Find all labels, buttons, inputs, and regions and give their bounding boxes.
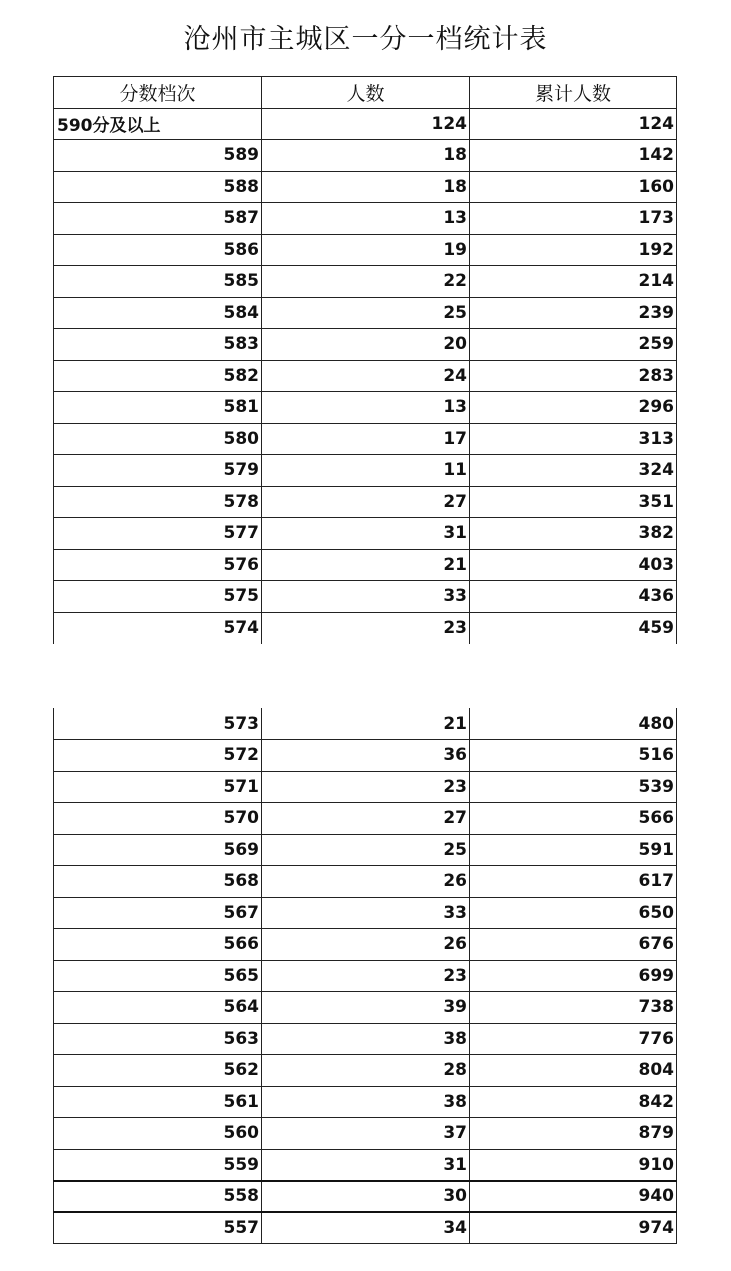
score-cell: 575 (54, 581, 262, 613)
table-row (54, 771, 677, 803)
cumulative-cell: 403 (470, 549, 677, 581)
table-row (54, 234, 677, 266)
table-row (54, 423, 677, 455)
cumulative-cell: 239 (470, 297, 677, 329)
count-cell: 25 (262, 297, 470, 329)
score-cell: 567 (54, 897, 262, 929)
count-cell: 38 (262, 1086, 470, 1118)
count-cell: 23 (262, 960, 470, 992)
cumulative-cell: 124 (470, 108, 677, 140)
table-row (54, 866, 677, 898)
cumulative-cell: 296 (470, 392, 677, 424)
cumulative-cell: 591 (470, 834, 677, 866)
count-cell: 23 (262, 612, 470, 644)
cumulative-cell: 804 (470, 1055, 677, 1087)
count-cell: 11 (262, 455, 470, 487)
count-cell: 36 (262, 740, 470, 772)
header-score: 分数档次 (54, 77, 262, 109)
cumulative-cell: 940 (470, 1181, 677, 1213)
cumulative-cell: 539 (470, 771, 677, 803)
table-row (54, 171, 677, 203)
count-cell: 38 (262, 1023, 470, 1055)
table-row (54, 708, 677, 740)
table-row (54, 897, 677, 929)
count-cell: 33 (262, 581, 470, 613)
cumulative-cell: 173 (470, 203, 677, 235)
cumulative-cell: 617 (470, 866, 677, 898)
table-row (54, 834, 677, 866)
cumulative-cell: 142 (470, 140, 677, 172)
table-row (54, 392, 677, 424)
count-cell: 30 (262, 1181, 470, 1213)
score-table-part-2 (53, 708, 677, 1244)
table-row (54, 740, 677, 772)
score-cell: 561 (54, 1086, 262, 1118)
page-title: 沧州市主城区一分一档统计表 (183, 24, 548, 55)
cumulative-cell: 324 (470, 455, 677, 487)
table-row (54, 1118, 677, 1150)
count-cell: 19 (262, 234, 470, 266)
score-cell: 570 (54, 803, 262, 835)
table-row (54, 1086, 677, 1118)
cumulative-cell: 974 (470, 1212, 677, 1244)
header-cumulative: 累计人数 (470, 77, 677, 109)
cumulative-cell: 459 (470, 612, 677, 644)
table-row (54, 266, 677, 298)
count-cell: 27 (262, 486, 470, 518)
score-cell: 564 (54, 992, 262, 1024)
score-cell: 576 (54, 549, 262, 581)
score-cell: 580 (54, 423, 262, 455)
table-row (54, 140, 677, 172)
count-cell: 17 (262, 423, 470, 455)
score-cell: 588 (54, 171, 262, 203)
cumulative-cell: 259 (470, 329, 677, 361)
score-cell: 589 (54, 140, 262, 172)
cumulative-cell: 351 (470, 486, 677, 518)
cumulative-cell: 382 (470, 518, 677, 550)
table-row (54, 549, 677, 581)
cumulative-cell: 566 (470, 803, 677, 835)
table-row (54, 1212, 677, 1244)
table-row (54, 518, 677, 550)
count-cell: 18 (262, 140, 470, 172)
cumulative-cell: 650 (470, 897, 677, 929)
score-cell: 560 (54, 1118, 262, 1150)
cumulative-cell: 160 (470, 171, 677, 203)
score-cell: 566 (54, 929, 262, 961)
score-cell: 558 (54, 1181, 262, 1213)
score-cell: 571 (54, 771, 262, 803)
score-cell: 573 (54, 708, 262, 740)
score-cell: 569 (54, 834, 262, 866)
count-cell: 27 (262, 803, 470, 835)
count-cell: 31 (262, 1149, 470, 1181)
score-cell: 559 (54, 1149, 262, 1181)
table-row (54, 329, 677, 361)
score-cell: 578 (54, 486, 262, 518)
count-cell: 34 (262, 1212, 470, 1244)
cumulative-cell: 699 (470, 960, 677, 992)
count-cell: 20 (262, 329, 470, 361)
score-cell: 577 (54, 518, 262, 550)
count-cell: 13 (262, 203, 470, 235)
table-row (54, 803, 677, 835)
count-cell: 13 (262, 392, 470, 424)
table-row (54, 297, 677, 329)
table-row (54, 1055, 677, 1087)
score-cell: 557 (54, 1212, 262, 1244)
table-row (54, 486, 677, 518)
table-row (54, 960, 677, 992)
score-cell: 563 (54, 1023, 262, 1055)
count-cell: 33 (262, 897, 470, 929)
table-row (54, 455, 677, 487)
score-cell: 562 (54, 1055, 262, 1087)
cumulative-cell: 283 (470, 360, 677, 392)
cumulative-cell: 480 (470, 708, 677, 740)
score-table-part-1 (53, 76, 677, 644)
table-row (54, 1181, 677, 1213)
table-row (54, 992, 677, 1024)
score-cell: 583 (54, 329, 262, 361)
count-cell: 39 (262, 992, 470, 1024)
cumulative-cell: 436 (470, 581, 677, 613)
count-cell: 24 (262, 360, 470, 392)
score-cell: 565 (54, 960, 262, 992)
header-row (54, 77, 677, 109)
table-row (54, 581, 677, 613)
score-cell: 574 (54, 612, 262, 644)
count-cell: 124 (262, 108, 470, 140)
score-cell: 587 (54, 203, 262, 235)
cumulative-cell: 879 (470, 1118, 677, 1150)
count-cell: 23 (262, 771, 470, 803)
score-cell: 584 (54, 297, 262, 329)
score-cell: 582 (54, 360, 262, 392)
score-cell: 585 (54, 266, 262, 298)
score-cell: 581 (54, 392, 262, 424)
score-cell: 568 (54, 866, 262, 898)
count-cell: 37 (262, 1118, 470, 1150)
count-cell: 25 (262, 834, 470, 866)
count-cell: 31 (262, 518, 470, 550)
count-cell: 21 (262, 708, 470, 740)
cumulative-cell: 192 (470, 234, 677, 266)
cumulative-cell: 516 (470, 740, 677, 772)
count-cell: 26 (262, 929, 470, 961)
table-row (54, 929, 677, 961)
score-cell: 579 (54, 455, 262, 487)
score-cell: 572 (54, 740, 262, 772)
score-cell: 590分及以上 (54, 108, 262, 140)
table-row (54, 360, 677, 392)
cumulative-cell: 910 (470, 1149, 677, 1181)
table-row (54, 108, 677, 140)
count-cell: 28 (262, 1055, 470, 1087)
score-cell: 586 (54, 234, 262, 266)
table-row (54, 1023, 677, 1055)
cumulative-cell: 676 (470, 929, 677, 961)
cumulative-cell: 842 (470, 1086, 677, 1118)
cumulative-cell: 776 (470, 1023, 677, 1055)
header-count: 人数 (262, 77, 470, 109)
table-row (54, 1149, 677, 1181)
cumulative-cell: 313 (470, 423, 677, 455)
cumulative-cell: 214 (470, 266, 677, 298)
count-cell: 26 (262, 866, 470, 898)
count-cell: 18 (262, 171, 470, 203)
table-row (54, 203, 677, 235)
count-cell: 21 (262, 549, 470, 581)
table-row (54, 612, 677, 644)
cumulative-cell: 738 (470, 992, 677, 1024)
count-cell: 22 (262, 266, 470, 298)
